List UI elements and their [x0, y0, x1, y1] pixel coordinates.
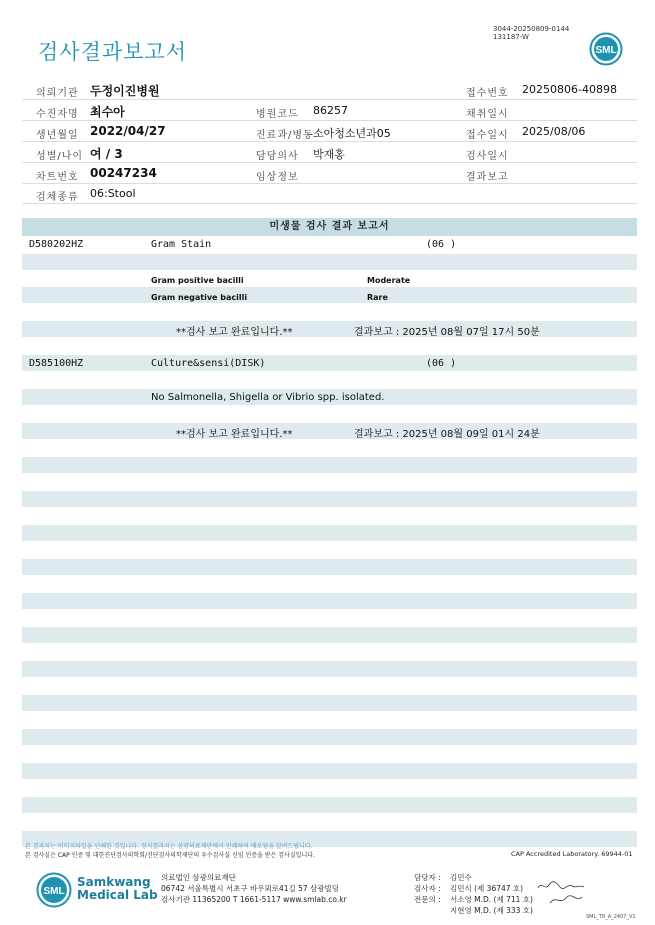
test2-complete: **검사 보고 완료입니다.**	[176, 429, 293, 440]
test2-name: Culture&sensi(DISK)	[151, 358, 266, 369]
signature-2	[548, 892, 584, 906]
info-label-l3: 결과보고	[466, 172, 509, 183]
test1-result-organism: Gram positive bacilli	[151, 276, 244, 285]
footer-note-cap: 본 검사실은 CAP 인증 및 대한진단검사의학회/진단검사의학재단의 우수검사실 신임 인증을 받은 검사실입니다.	[25, 852, 315, 859]
info-label-l2: 병원코드	[256, 109, 299, 120]
row-stripe	[22, 423, 637, 439]
footer-note-image: 본 결과지는 이미지파일을 인쇄한 것입니다. 정식결과지는 삼광의료재단에서 인쇄하여 배포됨을 알려드립니다.	[25, 843, 313, 850]
staff-name: 서소영 M.D. (제 711 호)	[450, 895, 533, 904]
row-stripe	[22, 254, 637, 270]
org-contact: 검사기관 11365200 T 1661-5117 www.smlab.co.kr	[161, 895, 347, 904]
info-row	[22, 100, 637, 121]
info-value-v1: 06:Stool	[90, 187, 136, 200]
org-address: 06742 서울특별시 서초구 바우뫼로41길 57 삼광빌딩	[161, 884, 340, 893]
brand-line1: Samkwang	[77, 875, 151, 889]
test2-code: D585100HZ	[29, 358, 84, 369]
row-stripe	[22, 287, 637, 303]
info-label-l1: 검체종류	[36, 192, 79, 203]
info-label-l3: 검사일시	[466, 151, 509, 162]
logo-bottom-text: SML	[43, 886, 65, 897]
info-row	[22, 183, 637, 204]
info-row	[22, 142, 637, 163]
info-label-l3: 채취일시	[466, 109, 509, 120]
brand-name	[77, 876, 158, 902]
row-stripe	[22, 695, 637, 711]
document-id	[493, 25, 569, 41]
row-stripe	[22, 457, 637, 473]
form-code: SML_TR_A_2407_V1	[586, 914, 636, 920]
info-value-v2: 박재홍	[313, 148, 345, 161]
cap-accreditation: CAP Accredited Laboratory. 69944-01	[511, 850, 633, 858]
staff-role: 전문의 :	[414, 895, 441, 904]
staff-name: 김민식 (제 36747 호)	[450, 884, 524, 893]
test2-result: No Salmonella, Shigella or Vibrio spp. isolated.	[151, 392, 385, 403]
info-label-l1: 의뢰기관	[36, 88, 79, 99]
row-stripe	[22, 355, 637, 371]
test1-result-amount: Rare	[367, 293, 388, 302]
test2-specimen: (06 )	[426, 358, 457, 369]
info-label-l1: 차트번호	[36, 172, 79, 183]
info-label-l1: 생년월일	[36, 130, 79, 141]
logo-top-text: SML	[595, 45, 617, 56]
info-value-v2: 86257	[313, 104, 348, 117]
staff-role: 검사자 :	[414, 884, 441, 893]
test1-specimen: (06 )	[426, 239, 457, 250]
test1-report-time: 결과보고 : 2025년 08월 07일 17시 50분	[354, 327, 540, 338]
info-label-l3: 접수일시	[466, 130, 509, 141]
info-label-l2: 임상정보	[256, 172, 299, 183]
test1-name: Gram Stain	[151, 239, 212, 250]
info-value-v3: 20250806-40898	[522, 83, 617, 96]
row-stripe	[22, 559, 637, 575]
info-label-l2: 담당의사	[256, 151, 299, 162]
info-value-v3: 2025/08/06	[522, 125, 586, 138]
row-stripe	[22, 525, 637, 541]
info-value-v1: 여 / 3	[90, 147, 123, 161]
row-stripe	[22, 729, 637, 745]
sml-logo-top	[589, 32, 623, 66]
test1-complete: **검사 보고 완료입니다.**	[176, 327, 293, 338]
info-value-v1: 00247234	[90, 166, 157, 180]
info-label-l2: 진료과/병동	[256, 130, 314, 141]
info-value-v2: 소아청소년과05	[313, 127, 391, 140]
test1-code: D580202HZ	[29, 239, 84, 250]
row-stripe	[22, 627, 637, 643]
document-id-line2: 131187-W	[493, 33, 529, 41]
row-stripe	[22, 321, 637, 337]
info-value-v1: 두정이진병원	[90, 84, 160, 98]
brand-line2: Medical Lab	[77, 888, 158, 902]
test2-report-time: 결과보고 : 2025년 08월 09일 01시 24분	[354, 429, 540, 440]
staff-name: 지현영 M.D. (제 333 호)	[450, 906, 533, 915]
row-stripe	[22, 797, 637, 813]
section-title: 미생물 검사 결과 보고서	[22, 218, 637, 236]
row-stripe	[22, 661, 637, 677]
info-value-v1: 최수아	[90, 105, 125, 119]
info-value-v1: 2022/04/27	[90, 124, 166, 138]
info-row	[22, 121, 637, 142]
info-row	[22, 79, 637, 100]
sml-logo-bottom	[36, 872, 72, 908]
document-id-line1: 3044-20250809-0144	[493, 25, 570, 33]
test1-result-organism: Gram negative bacilli	[151, 293, 248, 302]
info-row	[22, 163, 637, 184]
row-stripe	[22, 593, 637, 609]
test1-result-amount: Moderate	[367, 276, 411, 285]
row-stripe	[22, 491, 637, 507]
info-label-l3: 접수번호	[466, 88, 509, 99]
page-title: 검사결과보고서	[38, 40, 188, 64]
staff-role: 담당자 :	[414, 873, 441, 882]
signature-1	[536, 878, 586, 892]
staff-name: 김민수	[450, 873, 472, 882]
info-label-l1: 수진자명	[36, 109, 79, 120]
org-name: 의료법인 삼광의료재단	[161, 873, 236, 882]
info-label-l1: 성별/나이	[36, 151, 84, 162]
row-stripe	[22, 763, 637, 779]
